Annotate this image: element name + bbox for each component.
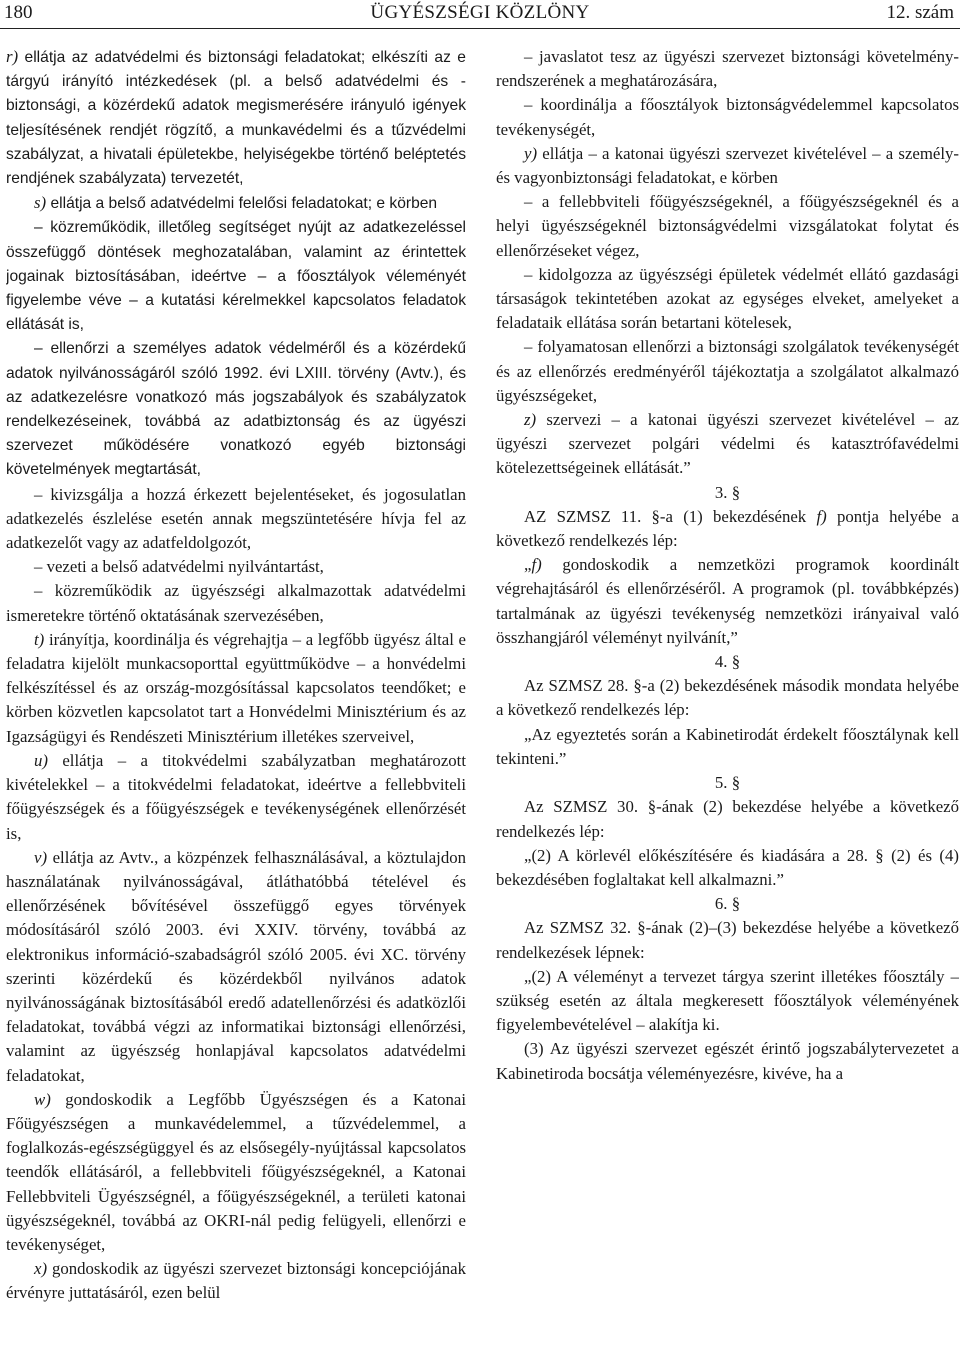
item-w [6, 1088, 466, 1257]
section-3-quote-open: „ [524, 555, 532, 575]
left-serif-block [6, 483, 466, 1306]
header-rule [0, 28, 960, 29]
item-x-text: gondoskodik az ügyészi szervezet biztonsági koncepciójának érvényre juttatásáról, ezen belül [6, 1259, 466, 1303]
item-v-label: v) [34, 847, 48, 867]
journal-title: ÜGYÉSZSÉGI KÖZLÖNY [370, 2, 590, 23]
section-3-quote-label: f) [531, 555, 542, 575]
item-s-dash-4: – vezeti a belső adatvédelmi nyilvántartást, [34, 557, 324, 577]
item-u-label: u) [34, 750, 48, 770]
item-u [6, 749, 466, 846]
item-z-label: z) [524, 410, 537, 430]
item-v [6, 846, 466, 1088]
item-x [6, 1257, 466, 1305]
section-3-intro [496, 505, 959, 553]
item-r [6, 45, 466, 191]
page-number: 180 [4, 2, 33, 23]
right-column [496, 45, 959, 1345]
section-4-quote: „Az egyeztetés során a Kabinetirodát érdekelt főosztálynak kell tekinteni.” [496, 724, 959, 768]
issue-number: 12. szám [886, 2, 954, 23]
item-y [496, 142, 959, 190]
page-header [0, 0, 960, 28]
section-6-quote-2: (3) Az ügyészi szervezet egészét érintő jogszabálytervezetet a Kabinetiroda bocsátja véleményezésre, kivéve, ha a [496, 1039, 959, 1083]
item-x-dash-1: – javaslatot tesz az ügyészi szervezet biztonsági követelmény-rendszerének a meghatározására, [496, 47, 959, 91]
section-4-intro: Az SZMSZ 28. §-a (2) bekezdésének második mondata helyébe a következő rendelkezés lép: [496, 676, 959, 720]
section-3-quote [496, 553, 959, 650]
item-s-dash-3: – kivizsgálja a hozzá érkezett bejelentéseket, és jogosulatlan adatkezelés észlelése esetén annak megszüntetésére hívja fel az adatkezelőt vagy az adatfeldolgozót, [6, 484, 466, 553]
section-heading-6: 6. § [714, 894, 741, 914]
item-s-dash-1: – közreműködik, illetőleg segítséget nyújt az adatkezeléssel összefüggő döntések meghozatalában, valamint az érintettek jogainak biztosításában, ideértve – a főosztályok véleményét figyelembe véve – a kutatási kérelmekkel kapcsolatos feladatok ellátását is, [6, 219, 466, 334]
section-6-quote-1: „(2) A véleményt a tervezet tárgya szerint illetékes főosztály – szükség esetén az általa megkeresett főosztályok véleményének figyelembevételével – alakítja ki. [496, 966, 959, 1035]
section-5-quote: „(2) A körlevél előkészítésére és kiadására a 28. § (2) és (4) bekezdésében foglaltakat kell alkalmazni.” [496, 845, 959, 889]
item-s-text: ellátja a belső adatvédelmi felelősi feladatokat; e körben [50, 195, 438, 213]
section-5-intro: Az SZMSZ 30. §-ának (2) bekezdése helyébe a következő rendelkezés lép: [496, 797, 959, 841]
item-y-dash-1: – a fellebbviteli főügyészségeknél, a főügyészségeknél és a helyi ügyészségeknél biztonságvédelmi vizsgálatokat folytat és ellenőrzéseket végez, [496, 192, 959, 260]
section-3-intro-label: f) [816, 506, 827, 526]
item-t [6, 628, 466, 749]
item-s-dash-2: – ellenőrzi a személyes adatok védelméről és a közérdekű adatok nyilvánosságáról szóló 1992. évi LXIII. törvény (Avtv.), és az adatkezelésre vonatkozó más jogszabályok és szabályzatok rendelkezéseinek, továbbá az adatbiztonság és az ügyészi szervezet működésére vonatkozó egyéb biztonsági követelmények megtartását, [6, 340, 466, 479]
section-3-intro-b: pontja helyébe a következő rendelkezés lép: [496, 506, 959, 551]
item-x-dash-2: – koordinálja a főosztályok biztonságvédelemmel kapcsolatos tevékenységét, [496, 95, 959, 139]
item-r-label: r) [6, 47, 19, 66]
item-y-dash-2: – kidolgozza az ügyészségi épületek védelmét ellátó gazdasági társaságok tekintetében azokat az egységes elveket, amelyeket a feladataik ellátása során betartani kötelesek, [496, 264, 959, 333]
item-y-text: ellátja – a katonai ügyészi szervezet kivételével – a személy- és vagyonbiztonsági feladatokat, e körben [496, 143, 959, 188]
item-v-text: ellátja az Avtv., a közpénzek felhasználásával, a köztulajdon használatának nyilvánosságával, átláthatóbbá tételével és ellenőrzésének bővítésével összefüggő egyes törvények módosításáról szóló 2003. évi XXIV. törvény, továbbá az elektronikus információ-szabadságról szóló 2005. évi XC. törvény szerinti közérdekű és közérdekből nyilvános adatok nyilvánosságának biztosításából eredő adatellenőrzési és adatközlői feladatokat, továbbá végzi az informatikai biztonsági ellenőrzési, valamint az ügyészség honlapjával kapcsolatos adatvédelmi feladatokat, [6, 847, 466, 1085]
item-t-text: irányítja, koordinálja és végrehajtja – a legfőbb ügyész által e feladatra kijelölt munkacsoporttal együttműködve – a honvédelmi felkészítéssel és az ország-mozgósítással kapcsolatos teendőket; e körben közvetlen kapcsolatot tart a Honvédelmi Minisztérium és az Igazságügyi és Rendészeti Minisztérium illetékes szerveivel, [6, 629, 466, 746]
item-y-label: y) [524, 143, 538, 163]
item-s-dash-5: – közreműködik az ügyészségi alkalmazottak adatvédelmi ismeretekre történő oktatásának szervezésében, [6, 581, 466, 625]
item-w-text: gondoskodik a Legfőbb Ügyészségen és a Katonai Főügyészségen a munkavédelemmel, a tűzvédelemmel, a foglalkozás-egészségüggyel és az elsősegély-nyújtással kapcsolatos teendők ellátásáról, a fellebbviteli főügyészségeknél, a Katonai Fellebbviteli Ügyészségnél, a főügyészségeknél, a területi katonai ügyészségeknél, továbbá az OKRI-nál pedig felügyeli, ellenőrzi e tevékenységet, [6, 1089, 466, 1254]
item-t-label: t) [34, 629, 45, 649]
section-3-quote-text: gondoskodik a nemzetközi programok koordinált végrehajtásáról és ellenőrzéséről. A programok (pl. továbbképzés) tartalmának az ügyészi tevékenység nemzetközi irányaival való összhangjáról véleményt nyilvánít,” [496, 555, 959, 647]
item-s [6, 191, 466, 216]
item-x-label: x) [34, 1259, 48, 1279]
left-column [6, 45, 466, 1345]
section-heading-4: 4. § [714, 652, 741, 672]
section-heading-3: 3. § [714, 482, 741, 502]
item-s-label: s) [34, 193, 47, 213]
item-z [496, 408, 959, 481]
item-w-label: w) [34, 1089, 51, 1109]
item-y-dash-3: – folyamatosan ellenőrzi a biztonsági szolgálatok tevékenységét és az ellenőrzés eredményéről tájékoztatja a szolgálatot alkalmazó ügyészségeket, [496, 337, 959, 405]
section-6-intro: Az SZMSZ 32. §-ának (2)–(3) bekezdése helyébe a következő rendelkezések lépnek: [496, 918, 959, 962]
item-z-text: szervezi – a katonai ügyészi szervezet kivételével – az ügyészi szervezet polgári védelmi és katasztrófavédelmi kötelezettségeinek ellátását.” [496, 410, 959, 478]
section-3-intro-a: AZ SZMSZ 11. §-a (1) bekezdésének [524, 506, 807, 526]
section-heading-5: 5. § [714, 773, 741, 793]
item-r-text: ellátja az adatvédelmi és biztonsági feladatokat; elkészíti az e tárgyú irányító intézkedések (pl. a belső adatvédelmi és -biztonsági, a közérdekű adatok megismerésére irányuló igények teljesítésének rendjét rögzítő, a munkavédelmi és a tűzvédelmi szabályzat, a hivatali épületekbe, helyiségekbe történő beléptetés rendjének szabályzata) tervezetét, [6, 49, 466, 188]
item-u-text: ellátja – a titokvédelmi szabályzatban meghatározott kivételekkel – a titokvédelmi feladatokat, ideértve a fellebbviteli főügyészségek és a főügyészségek e tevékenységének ellenőrzését is, [6, 750, 466, 843]
